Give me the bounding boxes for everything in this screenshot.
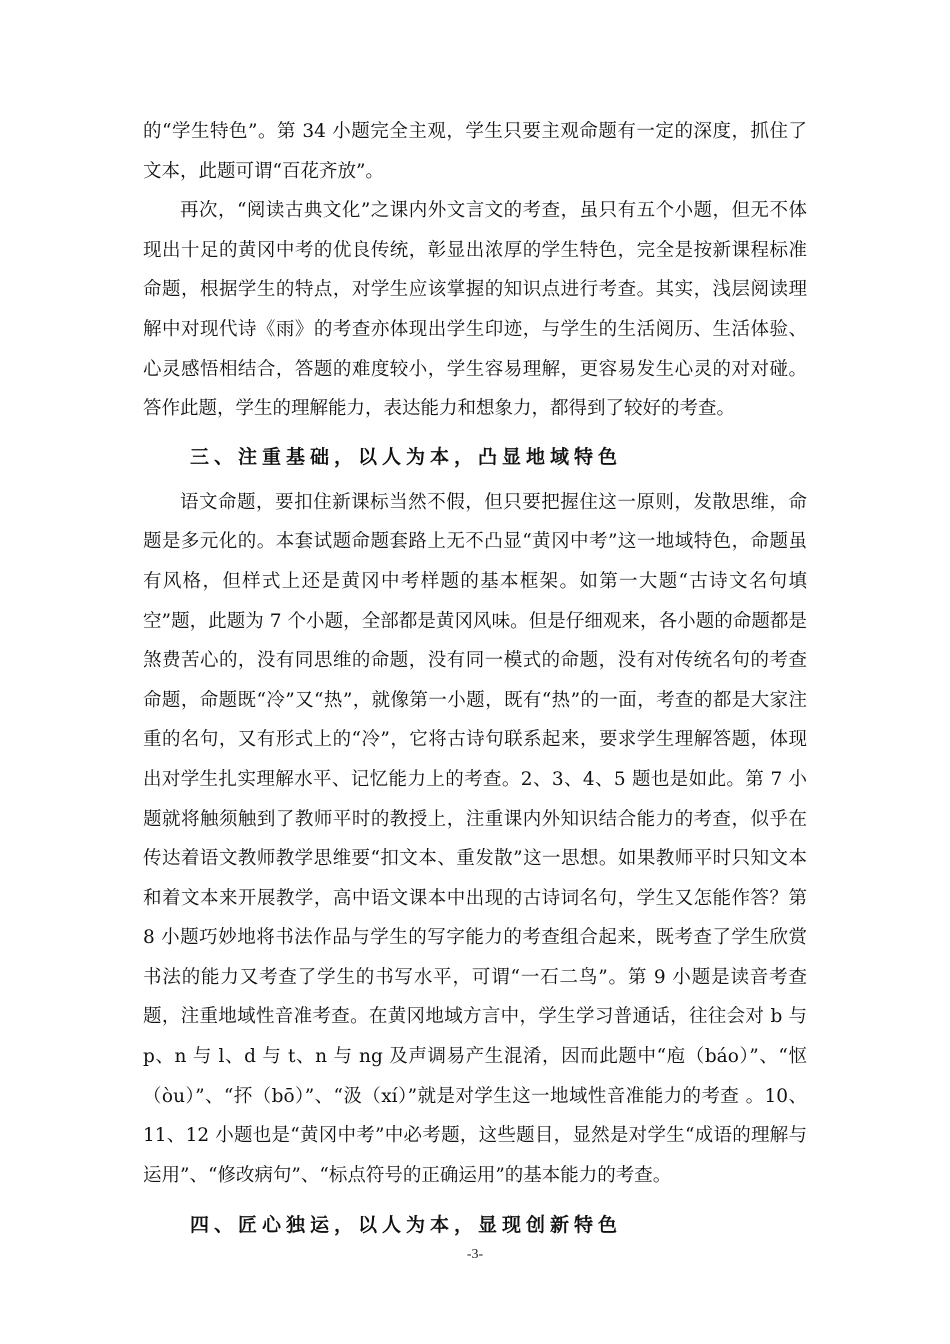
paragraph-regional-features: 语文命题，要扣住新课标当然不假，但只要把握住这一原则，发散思维，命题是多元化的。本套试题命题套路上无不凸显“黄冈中考”这一地域特色，命题虽有风格，但样式上还是黄冈中考样题的基本框架。如第一大题“古诗文名句填空”题，此题为 7 个小题，全部都是黄冈风味。但是仔细观来，各小题的命题都是煞费苦心的，没有同思维的命题，没有同一模式的命题，没有对传统名句的考查命题，命题既“冷”又“热”，就像第一小题，既有“热”的一面，考查的都是大家注重的名句，又有形式上的“冷”，它将古诗句联系起来，要求学生理解答题，体现出对学生扎实理解水平、记忆能力上的考查。2、3、4、5 题也是如此。第 7 小题就将触须触到了教师平时的教授上，注重课内外知识结合能力的考查，似乎在传达着语文教师教学思维要“扣文本、重发散”这一思想。如果教师平时只知文本和着文本来开展教学，高中语文课本中出现的古诗词名句，学生又怎能作答？第 8 小题巧妙地将书法作品与学生的写字能力的考查组合起来，既考查了学生欣赏书法的能力又考查了学生的书写水平，可谓“一石二鸟”。第 9 小题是读音考查题，注重地域性音准考查。在黄冈地域方言中，学生学习普通话，往往会对 b 与 p、n 与 l、d 与 t、n 与 ng 及声调易产生混淆，因而此题中“庖（báo）”、“怄（òu）”、“抔（bō）”、“汲（xí）”就是对学生这一地域性音准能力的考查 。10、11、12 小题也是“黄冈中考”中必考题，这些题目，显然是对学生“成语的理解与运用”、“修改病句”、“标点符号的正确运用”的基本能力的考查。: [143, 491, 807, 1186]
document-page: [143, 112, 807, 1245]
page-number: -3-: [466, 1247, 484, 1262]
paragraph-student-features-end: 的“学生特色”。第 34 小题完全主观，学生只要主观命题有一定的深度，抓住了文本，此题可谓“百花齐放”。: [143, 121, 807, 182]
section-heading-4: 四、匠心独运，以人为本，显现创新特色: [190, 1214, 623, 1237]
paragraph-classical-reading: 再次，“阅读古典文化”之课内外文言文的考查，虽只有五个小题，但无不体现出十足的黄冈中考的优良传统，彰显出浓厚的学生特色，完全是按新课程标准命题，根据学生的特点，对学生应该掌握的知识点进行考查。其实，浅层阅读理解中对现代诗《雨》的考查亦体现出学生印迹，与学生的生活阅历、生活体验、心灵感悟相结合，答题的难度较小，学生容易理解，更容易发生心灵的对对碰。答作此题，学生的理解能力，表达能力和想象力，都得到了较好的考查。: [143, 200, 807, 420]
section-heading-3: 三、注重基础，以人为本，凸显地域特色: [190, 445, 623, 468]
